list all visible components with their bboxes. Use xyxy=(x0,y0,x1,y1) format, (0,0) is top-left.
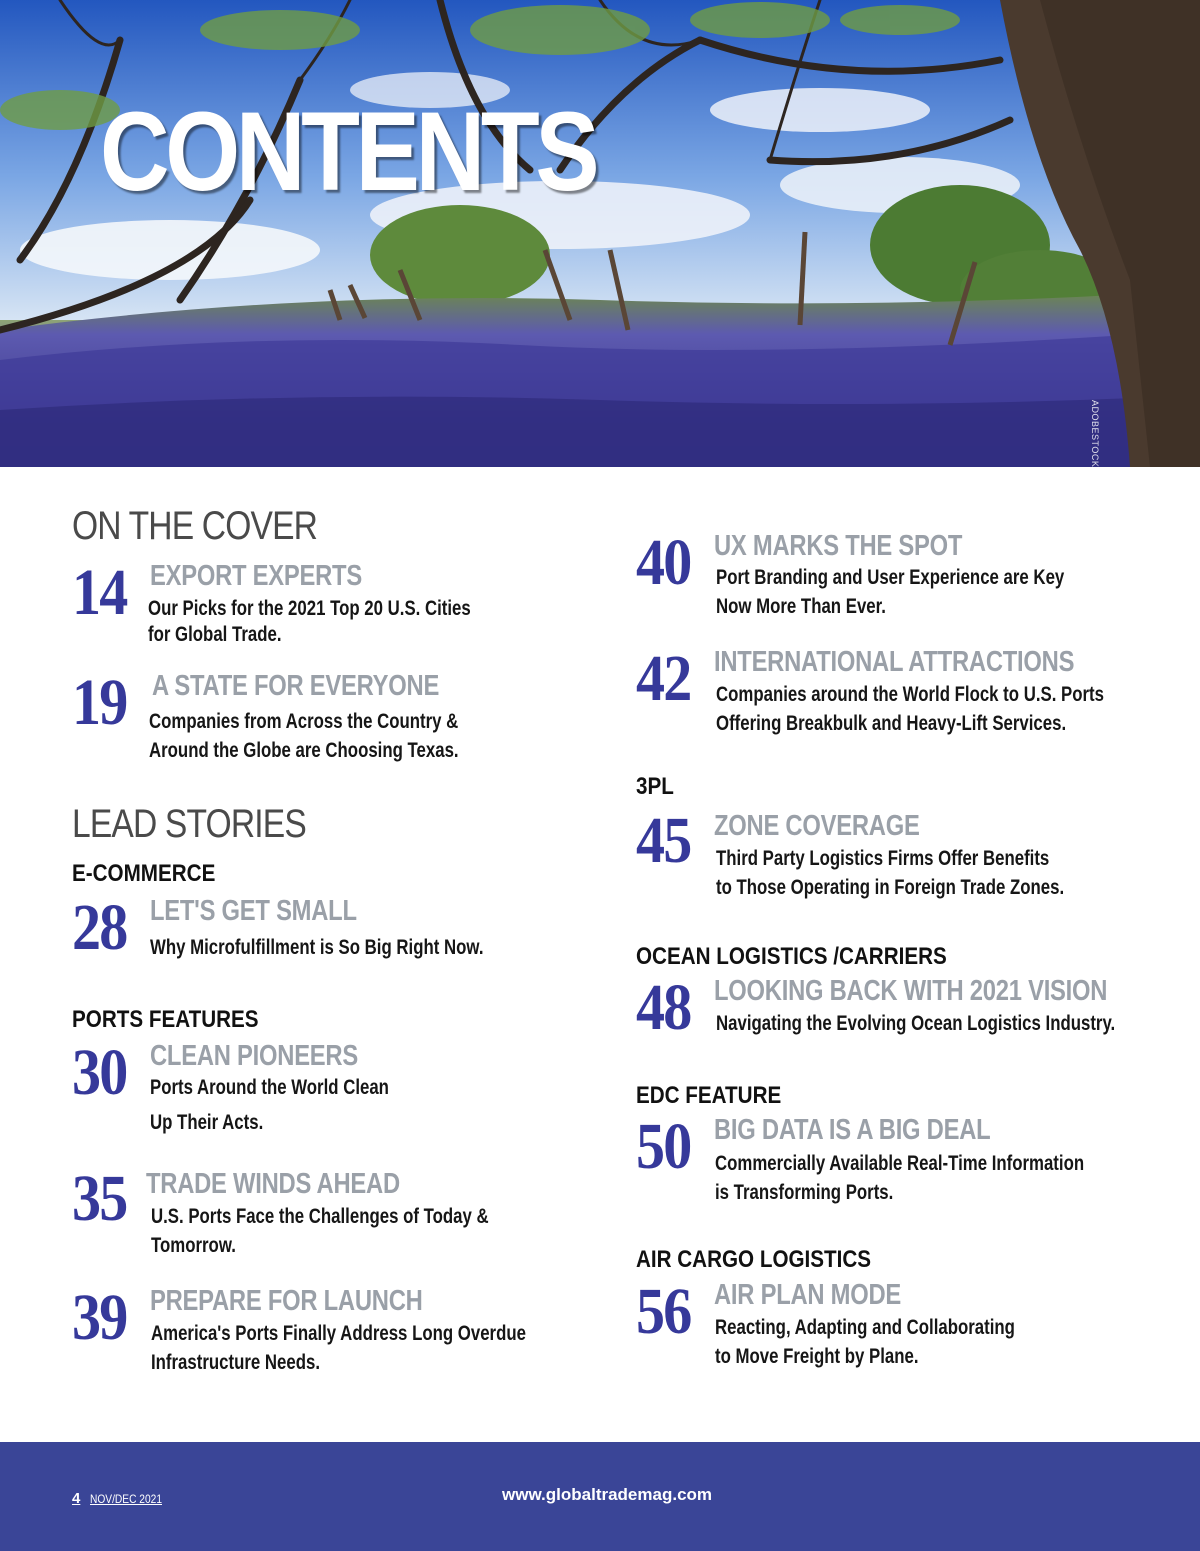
page-number: 19 xyxy=(72,666,127,739)
entry-description: Ports Around the World Clean Up Their Acts. xyxy=(150,1076,389,1134)
entry-description: Reacting, Adapting and Collaborating to Move Freight by Plane. xyxy=(715,1316,1015,1368)
entry-title: PREPARE FOR LAUNCH xyxy=(150,1285,423,1317)
entry-description: Port Branding and User Experience are Key Now More Than Ever. xyxy=(716,566,1065,618)
entry-description: America's Ports Finally Address Long Overdue Infrastructure Needs. xyxy=(151,1322,526,1374)
entry-description: Companies from Across the Country & Around the Globe are Choosing Texas. xyxy=(149,710,459,762)
page-number: 40 xyxy=(636,526,691,599)
entry-title: LET'S GET SMALL xyxy=(150,895,357,927)
page-footer xyxy=(0,1442,1200,1551)
category-label: PORTS FEATURES xyxy=(72,1006,259,1033)
page-number: 45 xyxy=(636,804,691,877)
entry-description: Companies around the World Flock to U.S. Ports Offering Breakbulk and Heavy-Lift Services. xyxy=(716,683,1104,735)
entry-title: BIG DATA IS A BIG DEAL xyxy=(714,1114,991,1146)
entry-description: U.S. Ports Face the Challenges of Today & Tomorrow. xyxy=(151,1205,489,1257)
page-number: 48 xyxy=(636,971,691,1044)
page-number: 56 xyxy=(636,1275,691,1348)
entry-title: CLEAN PIONEERS xyxy=(150,1040,358,1072)
entry-title: INTERNATIONAL ATTRACTIONS xyxy=(714,646,1075,678)
entry-description: Navigating the Evolving Ocean Logistics Industry. xyxy=(716,1012,1116,1035)
category-label: OCEAN LOGISTICS /CARRIERS xyxy=(636,943,947,970)
entry-title: UX MARKS THE SPOT xyxy=(714,530,963,562)
page-number: 39 xyxy=(72,1281,127,1354)
category-label: 3PL xyxy=(636,773,674,800)
bluebonnet-field-illustration xyxy=(0,0,1200,467)
section-heading-on-the-cover: ON THE COVER xyxy=(72,504,318,548)
page-number: 42 xyxy=(636,642,691,715)
entry-title: LOOKING BACK WITH 2021 VISION xyxy=(714,975,1108,1007)
category-label: EDC FEATURE xyxy=(636,1082,782,1109)
entry-description: Commercially Available Real-Time Information is Transforming Ports. xyxy=(715,1152,1085,1204)
entry-title: ZONE COVERAGE xyxy=(714,810,920,842)
page-number: 50 xyxy=(636,1110,691,1183)
page-number: 28 xyxy=(72,891,127,964)
page-number: 30 xyxy=(72,1036,127,1109)
entry-title: TRADE WINDS AHEAD xyxy=(146,1168,400,1200)
page-number: 35 xyxy=(72,1162,127,1235)
hero-photo xyxy=(0,0,1200,467)
footer-page-number: 4 xyxy=(72,1490,81,1507)
entry-title: A STATE FOR EVERYONE xyxy=(152,670,440,702)
entry-description: Our Picks for the 2021 Top 20 U.S. Cities for Global Trade. xyxy=(148,597,471,646)
category-label: E-COMMERCE xyxy=(72,860,216,887)
category-label: AIR CARGO LOGISTICS xyxy=(636,1246,872,1273)
entry-description: Third Party Logistics Firms Offer Benefits to Those Operating in Foreign Trade Zones. xyxy=(716,847,1065,899)
entry-description: Why Microfulfillment is So Big Right Now. xyxy=(150,936,484,959)
page-number: 14 xyxy=(72,556,127,629)
section-heading-lead-stories: LEAD STORIES xyxy=(72,802,306,846)
entry-title: EXPORT EXPERTS xyxy=(150,560,362,592)
footer-issue-date: NOV/DEC 2021 xyxy=(90,1492,162,1506)
photo-credit: ADOBESTOCK xyxy=(1090,400,1100,467)
footer-website-link[interactable]: www.globaltrademag.com xyxy=(502,1485,713,1504)
entry-title: AIR PLAN MODE xyxy=(714,1279,902,1311)
contents-heading: CONTENTS xyxy=(100,89,596,214)
